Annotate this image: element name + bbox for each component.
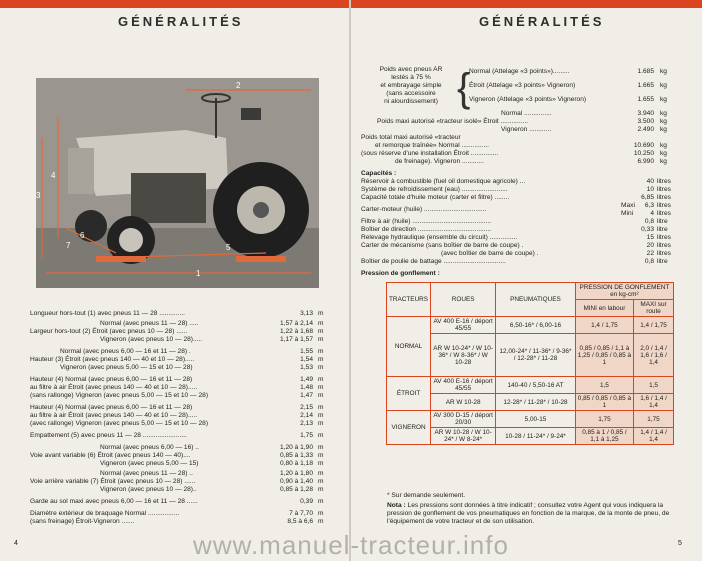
maxi-cell: 1,75 (634, 411, 674, 428)
mini-cell: 0,85 à 1 / 0,85 / 1,1 à 1,25 (575, 428, 633, 445)
dim-value: 3,13 (300, 310, 313, 317)
tractor-photo (36, 78, 319, 288)
dim-row: (sans freinage) Étroit-Vigneron ....... (30, 518, 135, 525)
capacity-unit: litres (657, 250, 671, 257)
capacity-label: Carter de mécanisme (sans boîtier de barre de coupe) . (361, 242, 524, 249)
maxi-cell: 1,4 / 1,75 (634, 317, 674, 334)
dim-row: Normal (avec pneus 6,00 — 16 et 11 — 28) . (60, 348, 191, 355)
maxi-cell: 1,5 (634, 377, 674, 394)
dim-row: Largeur hors-tout (2) Étroit (avec pneus 10 — 28) ...... (30, 328, 188, 335)
pneu-cell: 6,50-16* / 6,00-16 (496, 317, 576, 334)
capacity-label: Boîtier de poulie de battage .................................. (361, 258, 506, 265)
dim-value: 1,75 (300, 432, 313, 439)
dim-unit: m (318, 310, 324, 317)
dim-row: Hauteur (4) Normal (avec pneus 6,00 — 16 et 11 — 28) (30, 404, 193, 411)
pressure-table (386, 282, 674, 445)
capacity-value: 40 (646, 178, 654, 185)
dim-unit: m (318, 510, 324, 517)
capacity-value: 22 (646, 250, 654, 257)
weight-note: lestés à 75 % (391, 74, 431, 81)
capacity-unit: litre (657, 258, 668, 265)
weight-label: de freinage). Vigneron ............ (395, 158, 484, 165)
nota-block (387, 502, 677, 526)
weight-label: Vigneron (Attelage «3 points» Vigneron) (469, 96, 587, 103)
pneu-cell: 10-28 / 11-24* / 9-24* (496, 428, 576, 445)
dim-unit: m (318, 336, 324, 343)
table-row (387, 317, 674, 334)
dim-value: 0,85 à 1,33 (280, 452, 313, 459)
capacity-value: 0,8 (644, 258, 654, 265)
nota-text: Les pressions sont données à titre indicatif ; consultez votre Agent qui vous indiquera la pression de gonflement de vos pneumatiques en fonction de la marque, de la monte de pneu, de l'équipement de votre tracteur et de son utilisation. (387, 502, 670, 525)
dim-value: 0,39 (300, 498, 313, 505)
weight-note: ni alourdissement) (384, 98, 438, 105)
capacities-title: Capacités : (361, 170, 397, 177)
dim-row: Garde au sol maxi avec pneus 6,00 — 16 et 11 — 28 ...... (30, 498, 198, 505)
dim-value: 0,90 à 1,40 (280, 478, 313, 485)
dim-value: 1,48 (300, 384, 313, 391)
weight-label: Normal ............... (501, 110, 552, 117)
weight-unit: kg (660, 150, 667, 157)
weight-unit: kg (660, 118, 667, 125)
dim-value: 0,85 à 1,28 (280, 486, 313, 493)
weight-label: et remorque traînée» Normal ............... (375, 142, 489, 149)
page-header-right: GÉNÉRALITÉS (479, 14, 605, 29)
dim-unit: m (318, 404, 324, 411)
weight-label: Vigneron ............ (501, 126, 552, 133)
capacity-label: Carter-moteur (huile) .................................. (361, 206, 487, 213)
weight-unit: kg (660, 110, 667, 117)
weight-note: (sans accessoire (386, 90, 436, 97)
capacity-value: 20 (646, 242, 654, 249)
dim-unit: m (318, 452, 324, 459)
dim-value: 1,49 (300, 376, 313, 383)
tracteur-name: VIGNERON (387, 411, 431, 445)
pressure-title: Pression de gonflement : (361, 270, 440, 277)
dim-row: Empattement (5) avec pneus 11 — 28 ........................ (30, 432, 187, 439)
dim-label-3: 3 (36, 191, 41, 200)
dim-label-7: 7 (66, 241, 71, 250)
dim-value: 1,17 à 1,57 (280, 336, 313, 343)
dim-label-1: 1 (196, 269, 201, 278)
capacity-unit: litres (657, 194, 671, 201)
capacity-value: 15 (646, 234, 654, 241)
weight-value: 3.940 (637, 110, 654, 117)
capacity-value: 6,3 (644, 202, 654, 209)
capacity-unit: litres (657, 242, 671, 249)
dim-value: 8,5 à 6,6 (287, 518, 313, 525)
roue-cell: AR W 10-28 (431, 394, 496, 411)
mini-cell: 0,85 / 0,85 / 1,1 à 1,25 / 0,85 / 0,85 à 1 (575, 334, 633, 377)
dim-unit: m (318, 392, 324, 399)
weight-unit: kg (660, 96, 667, 103)
dim-row: Vigneron (avec pneus 10 — 28).. (100, 486, 197, 493)
capacity-label: Maxi (621, 202, 635, 209)
dim-row: Normal (avec pneus 11 — 28) ..... (100, 320, 199, 327)
watermark: www.manuel-tracteur.info (193, 530, 509, 560)
capacity-unit: litre (657, 218, 668, 225)
capacity-unit: litres (657, 178, 671, 185)
dim-row: Longueur hors-tout (1) avec pneus 11 — 28 .............. (30, 310, 185, 317)
dim-row: Normal (avec pneus 11 — 28) .. (100, 470, 193, 477)
col-header-tracteurs: TRACTEURS (387, 283, 431, 317)
dim-unit: m (318, 356, 324, 363)
dim-label-2: 2 (236, 81, 241, 90)
dim-row: Hauteur (4) Normal (avec pneus 6,00 — 16 et 11 — 28) (30, 376, 193, 383)
weight-unit: kg (660, 158, 667, 165)
weight-unit: kg (660, 142, 667, 149)
right-page (351, 0, 702, 561)
dim-value: 1,22 à 1,68 (280, 328, 313, 335)
dim-unit: m (318, 518, 324, 525)
tracteur-name: ÉTROIT (387, 377, 431, 411)
dim-row: au filtre à air Étroit (avec pneus 140 — 40 et 10 — 28)..... (30, 412, 198, 419)
dim-row: Vigneron (avec pneus 10 — 28)..... (100, 336, 203, 343)
mini-cell: 1,4 / 1,75 (575, 317, 633, 334)
dim-unit: m (318, 486, 324, 493)
dim-unit: m (318, 412, 324, 419)
capacity-unit: litre (657, 226, 668, 233)
capacity-value: 10 (646, 186, 654, 193)
dim-value: 1,55 (300, 348, 313, 355)
dim-row: Vigneron (avec pneus 5,00 — 15) (100, 460, 199, 467)
dim-unit: m (318, 432, 324, 439)
weight-value: 3.500 (637, 118, 654, 125)
weight-unit: kg (660, 68, 667, 75)
weight-value: 1.665 (637, 82, 654, 89)
dim-value: 0,80 à 1,18 (280, 460, 313, 467)
weight-label: Poids total maxi autorisé «tracteur (361, 134, 461, 141)
capacity-unit: litres (657, 234, 671, 241)
dim-value: 1,20 à 1,90 (280, 444, 313, 451)
dim-value: 7 à 7,70 (289, 510, 313, 517)
weight-value: 10.250 (633, 150, 654, 157)
pneu-cell: 12-28* / 11-28* / 10-28 (496, 394, 576, 411)
roue-cell: AV 400 E-16 / déport 45/55 (431, 377, 496, 394)
mini-cell: 1,75 (575, 411, 633, 428)
dim-unit: m (318, 498, 324, 505)
table-row (387, 411, 674, 428)
page-header-left: GÉNÉRALITÉS (118, 14, 244, 29)
tractor-illustration (36, 78, 319, 288)
dim-row: au filtre à air Étroit (avec pneus 140 — 40 et 10 — 28)..... (30, 384, 198, 391)
weight-label: Poids maxi autorisé «tracteur isolé» Étroit ............... (377, 118, 528, 125)
nota-label: Nota : (387, 502, 406, 509)
capacity-label: Réservoir à combustible (fuel oil domestique agricole) ... (361, 178, 526, 185)
weight-label: Normal (Attelage «3 points»)......... (469, 68, 570, 75)
weight-value: 1.655 (637, 96, 654, 103)
dim-row: (avec rallonge) Vigneron (avec pneus 5,00 — 15 et 10 — 28) (30, 420, 209, 427)
weight-value: 2.490 (637, 126, 654, 133)
dim-row: Voie arrière variable (7) Étroit (avec pneus 10 — 28) ...... (30, 478, 196, 485)
pneu-cell: 12,00-24* / 11-36* / 9-36* / 12-28* / 11-28 (496, 334, 576, 377)
capacity-label: Système de refroidissement (eau) ......................... (361, 186, 508, 193)
weight-value: 10.690 (633, 142, 654, 149)
weight-label: (sous réserve d'une installation Étroit ............... (361, 150, 499, 157)
capacity-value: 4 (650, 210, 654, 217)
dim-row: Vigneron (avec pneus 5,00 — 15 et 10 — 28) (60, 364, 193, 371)
brace-glyph: { (457, 66, 471, 110)
capacity-unit: litres (657, 210, 671, 217)
dim-label-4: 4 (51, 171, 56, 180)
dim-unit: m (318, 364, 324, 371)
maxi-cell: 2,0 / 1,4 / 1,6 / 1,6 / 1,4 (634, 334, 674, 377)
page-number-left: 4 (14, 540, 18, 547)
dim-row: (sans rallonge) Vigneron (avec pneus 5,00 — 15 et 10 — 28) (30, 392, 209, 399)
dim-unit: m (318, 328, 324, 335)
roue-cell: AV 300 D-15 / déport 20/30 (431, 411, 496, 428)
dim-value: 1,20 à 1,80 (280, 470, 313, 477)
roue-cell: AR W 10-24* / W 10-36* / W 8-36* / W 10-28 (431, 334, 496, 377)
page-number-right: 5 (678, 540, 682, 547)
dim-unit: m (318, 384, 324, 391)
mini-cell: 0,85 / 0,85 / 0,85 à 1 (575, 394, 633, 411)
tracteur-name: NORMAL (387, 317, 431, 377)
roue-cell: AR W 10-28 / W 10-24* / W 8-24* (431, 428, 496, 445)
dim-unit: m (318, 444, 324, 451)
weight-value: 1.685 (637, 68, 654, 75)
dim-value: 1,57 à 2,14 (280, 320, 313, 327)
capacity-unit: litres (657, 186, 671, 193)
capacity-unit: litres (657, 202, 671, 209)
col-header-roues: ROUES (431, 283, 496, 317)
dim-label-5: 5 (226, 243, 231, 252)
capacity-label: Capacité totale d'huile moteur (carter et filtre) ........ (361, 194, 510, 201)
col-header-mini: MINI en labour (575, 300, 633, 317)
top-accent-bar (0, 0, 351, 8)
dim-value: 1,54 (300, 356, 313, 363)
weight-note: Poids avec pneus AR (379, 66, 443, 73)
weight-unit: kg (660, 82, 667, 89)
capacity-value: 0,8 (644, 218, 654, 225)
top-accent-bar (351, 0, 702, 8)
dim-row: Diamètre extérieur de braquage Normal ................. (30, 510, 180, 517)
pneu-cell: 140-40 / 5,50-16 AT (496, 377, 576, 394)
dim-row: Hauteur (3) Étroit (avec pneus 140 — 40 et 10 — 28)..... (30, 356, 195, 363)
dim-value: 1,47 (300, 392, 313, 399)
pneu-cell: 5,00-15 (496, 411, 576, 428)
table-row (387, 377, 674, 394)
mini-cell: 1,5 (575, 377, 633, 394)
capacity-label: Mini (621, 210, 634, 217)
footnote: * Sur demande seulement. (387, 492, 466, 499)
capacity-value: 0,33 (641, 226, 654, 233)
weight-unit: kg (660, 126, 667, 133)
weight-label: Étroit (Attelage «3 points» Vigneron) (469, 82, 576, 89)
dim-value: 2,13 (300, 420, 313, 427)
capacity-label: Boîtier de direction ........................................ (361, 226, 492, 233)
dim-value: 2,15 (300, 404, 313, 411)
dim-value: 2,14 (300, 412, 313, 419)
dim-unit: m (318, 460, 324, 467)
dim-label-6: 6 (80, 231, 85, 240)
dim-unit: m (318, 420, 324, 427)
maxi-cell: 1,6 / 1,4 / 1,4 (634, 394, 674, 411)
dim-value: 1,53 (300, 364, 313, 371)
col-header-maxi: MAXI sur route (634, 300, 674, 317)
maxi-cell: 1,4 / 1,4 / 1,4 (634, 428, 674, 445)
capacity-value: 6,85 (641, 194, 654, 201)
dim-unit: m (318, 348, 324, 355)
capacity-label: Filtre à air (huile) ........................................... (361, 218, 492, 225)
capacity-label: Relevage hydraulique (ensemble du circuit) ............... (361, 234, 518, 241)
weight-value: 6.990 (637, 158, 654, 165)
dim-row: Voie avant variable (6) Étroit (avec pneus 140 — 40).... (30, 452, 191, 459)
dim-unit: m (318, 376, 324, 383)
dim-row: Normal (avec pneus 6,00 — 16) .. (100, 444, 199, 451)
weight-note: et embrayage simple (380, 82, 442, 89)
col-header-pneumatiques: PNEUMATIQUES (496, 283, 576, 317)
capacity-label: (avec boîtier de barre de coupe) . (441, 250, 539, 257)
dim-unit: m (318, 478, 324, 485)
dim-unit: m (318, 470, 324, 477)
roue-cell: AV 400 E-16 / déport 45/55 (431, 317, 496, 334)
dim-unit: m (318, 320, 324, 327)
col-header-pression: PRESSION DE GONFLEMENT en kg-cm² (575, 283, 673, 300)
